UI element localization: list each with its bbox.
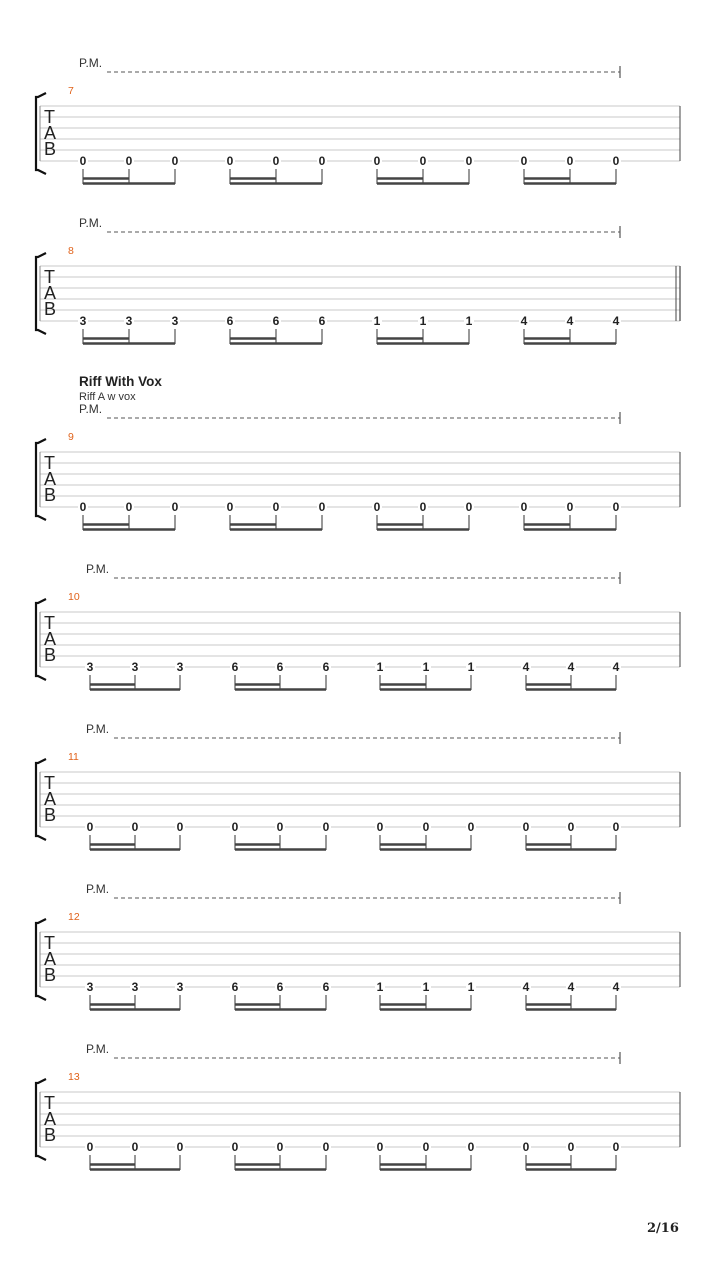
pm-label: P.M. — [79, 402, 103, 416]
fret-number: 6 — [272, 314, 280, 328]
fret-number: 0 — [322, 820, 330, 834]
section-title: Riff With Vox — [79, 374, 162, 389]
fret-number: 0 — [612, 1140, 620, 1154]
fret-number: 3 — [125, 314, 133, 328]
tab-clef-letter: B — [44, 139, 57, 159]
fret-number: 3 — [171, 314, 179, 328]
tab-clef-letter: A — [44, 629, 57, 649]
fret-number: 0 — [419, 154, 427, 168]
fret-number: 4 — [567, 980, 575, 994]
measure-number: 7 — [68, 85, 74, 97]
fret-number: 4 — [612, 660, 620, 674]
fret-number: 0 — [467, 820, 475, 834]
fret-number: 0 — [373, 154, 381, 168]
tab-clef-letter: T — [44, 453, 55, 473]
tab-clef-letter: A — [44, 1109, 57, 1129]
fret-number: 0 — [520, 154, 528, 168]
fret-number: 3 — [131, 980, 139, 994]
fret-number: 0 — [318, 154, 326, 168]
fret-number: 0 — [520, 500, 528, 514]
pm-label: P.M. — [86, 722, 110, 736]
fret-number: 0 — [376, 820, 384, 834]
fret-number: 0 — [131, 1140, 139, 1154]
tab-clef-letter: B — [44, 299, 57, 319]
tab-clef-letter: B — [44, 1125, 57, 1145]
fret-number: 1 — [419, 314, 427, 328]
tab-clef-letter: B — [44, 485, 57, 505]
fret-number: 0 — [373, 500, 381, 514]
fret-number: 0 — [86, 820, 94, 834]
fret-number: 3 — [79, 314, 87, 328]
tab-clef-letter: A — [44, 469, 57, 489]
fret-number: 0 — [422, 820, 430, 834]
fret-number: 0 — [86, 1140, 94, 1154]
tab-clef-letter: T — [44, 267, 55, 287]
fret-number: 6 — [276, 660, 284, 674]
fret-number: 0 — [79, 154, 87, 168]
tab-clef-letter: T — [44, 933, 55, 953]
fret-number: 6 — [318, 314, 326, 328]
fret-number: 4 — [520, 314, 528, 328]
fret-number: 6 — [322, 980, 330, 994]
fret-number: 0 — [422, 1140, 430, 1154]
fret-number: 0 — [612, 820, 620, 834]
fret-number: 0 — [419, 500, 427, 514]
fret-number: 0 — [176, 1140, 184, 1154]
fret-number: 0 — [467, 1140, 475, 1154]
fret-number: 1 — [422, 660, 430, 674]
pm-label: P.M. — [86, 1042, 110, 1056]
measure-number: 12 — [68, 911, 80, 923]
tab-clef-letter: T — [44, 107, 55, 127]
measure-number: 11 — [68, 751, 79, 763]
fret-number: 0 — [276, 1140, 284, 1154]
fret-number: 0 — [272, 500, 280, 514]
tab-clef-letter: T — [44, 1093, 55, 1113]
fret-number: 0 — [231, 820, 239, 834]
fret-number: 4 — [567, 660, 575, 674]
tab-system — [36, 56, 680, 184]
fret-number: 6 — [322, 660, 330, 674]
fret-number: 4 — [566, 314, 574, 328]
fret-number: 4 — [612, 314, 620, 328]
pm-label: P.M. — [86, 882, 110, 896]
fret-number: 3 — [86, 980, 94, 994]
fret-number: 0 — [612, 154, 620, 168]
fret-number: 0 — [231, 1140, 239, 1154]
tab-clef-letter: A — [44, 283, 57, 303]
tab-clef-letter: B — [44, 965, 57, 985]
fret-number: 0 — [612, 500, 620, 514]
fret-number: 0 — [272, 154, 280, 168]
fret-number: 4 — [522, 660, 530, 674]
measure-number: 8 — [68, 245, 74, 257]
pm-label: P.M. — [79, 216, 103, 230]
fret-number: 0 — [567, 1140, 575, 1154]
tab-clef-letter: A — [44, 949, 57, 969]
tab-system — [36, 1042, 680, 1170]
fret-number: 6 — [231, 980, 239, 994]
tab-system — [36, 402, 680, 530]
fret-number: 0 — [465, 500, 473, 514]
tab-clef-letter: T — [44, 613, 55, 633]
fret-number: 3 — [86, 660, 94, 674]
measure-number: 13 — [68, 1071, 80, 1083]
fret-number: 0 — [171, 154, 179, 168]
fret-number: 3 — [131, 660, 139, 674]
tab-system — [36, 882, 680, 1010]
fret-number: 0 — [566, 154, 574, 168]
fret-number: 1 — [422, 980, 430, 994]
fret-number: 3 — [176, 660, 184, 674]
tab-system — [36, 722, 680, 850]
tab-clef-letter: B — [44, 805, 57, 825]
fret-number: 6 — [276, 980, 284, 994]
page-number: 2/16 — [647, 1221, 679, 1236]
fret-number: 0 — [171, 500, 179, 514]
tab-clef-letter: A — [44, 123, 57, 143]
fret-number: 0 — [522, 1140, 530, 1154]
fret-number: 0 — [567, 820, 575, 834]
fret-number: 0 — [176, 820, 184, 834]
fret-number: 0 — [125, 500, 133, 514]
fret-number: 4 — [612, 980, 620, 994]
measure-number: 9 — [68, 431, 74, 443]
pm-label: P.M. — [86, 562, 110, 576]
tab-system — [36, 216, 680, 344]
section-subtitle: Riff A w vox — [79, 391, 136, 403]
fret-number: 0 — [376, 1140, 384, 1154]
fret-number: 1 — [373, 314, 381, 328]
fret-number: 0 — [79, 500, 87, 514]
fret-number: 0 — [465, 154, 473, 168]
fret-number: 0 — [566, 500, 574, 514]
pm-label: P.M. — [79, 56, 103, 70]
fret-number: 0 — [276, 820, 284, 834]
fret-number: 0 — [322, 1140, 330, 1154]
fret-number: 0 — [226, 154, 234, 168]
fret-number: 6 — [231, 660, 239, 674]
fret-number: 1 — [467, 660, 475, 674]
fret-number: 0 — [125, 154, 133, 168]
fret-number: 1 — [376, 660, 384, 674]
fret-number: 4 — [522, 980, 530, 994]
measure-number: 10 — [68, 591, 80, 603]
fret-number: 0 — [226, 500, 234, 514]
fret-number: 1 — [376, 980, 384, 994]
tab-clef-letter: A — [44, 789, 57, 809]
fret-number: 0 — [522, 820, 530, 834]
fret-number: 6 — [226, 314, 234, 328]
fret-number: 0 — [318, 500, 326, 514]
fret-number: 1 — [467, 980, 475, 994]
tab-clef-letter: B — [44, 645, 57, 665]
fret-number: 0 — [131, 820, 139, 834]
fret-number: 1 — [465, 314, 473, 328]
tab-system — [36, 562, 680, 690]
tab-clef-letter: T — [44, 773, 55, 793]
fret-number: 3 — [176, 980, 184, 994]
